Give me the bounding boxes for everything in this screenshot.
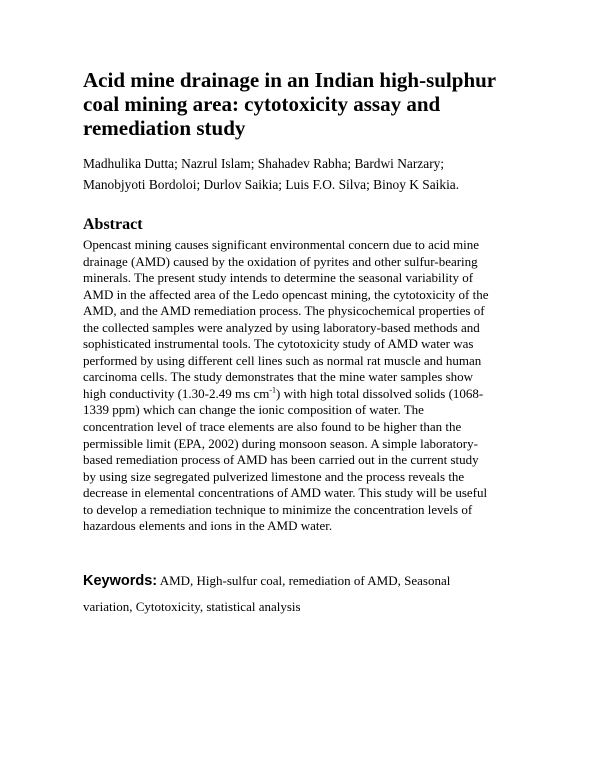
author-list <box>83 153 523 195</box>
abstract-text: 1 <box>83 402 90 418</box>
abstract-line: based remediation process of AMD has been carried out in the current study <box>83 452 479 468</box>
keywords-line: variation, Cytotoxicity, statistical analysis <box>83 599 301 614</box>
abstract-text: 339 ppm) which can change the ionic composition of water. The <box>89 402 424 418</box>
abstract-body <box>83 237 523 535</box>
paper-title: Acid mine drainage in an Indian high-sulphur coal mining area: cytotoxicity assay and remediation study <box>83 68 496 140</box>
author-line: Manobjyoti Bordoloi; Durlov Saikia; Luis F.O. Silva; Binoy K Saikia. <box>83 177 460 192</box>
abstract-line <box>83 402 523 419</box>
abstract-heading: Abstract <box>83 216 143 233</box>
abstract-line: minerals. The present study intends to determine the seasonal variability of <box>83 270 474 286</box>
keywords-label: Keywords: <box>83 573 158 589</box>
abstract-line: by using size segregated pulverized limestone and the process reveals the <box>83 468 465 484</box>
abstract-line: performed by using different cell lines such as normal rat muscle and human <box>83 352 482 368</box>
abstract-line: to develop a remediation technique to minimize the concentration levels of <box>83 501 473 517</box>
abstract-line: concentration level of trace elements are also found to be higher than the <box>83 419 462 435</box>
keywords-section <box>83 568 523 619</box>
abstract-line <box>83 386 523 403</box>
abstract-line: hazardous elements and ions in the AMD water. <box>83 518 333 534</box>
abstract-line: drainage (AMD) caused by the oxidation of pyrites and other sulfur-bearing <box>83 253 478 269</box>
abstract-line: permissible limit (EPA, 2002) during monsoon season. A simple laboratory- <box>83 435 478 451</box>
abstract-text: ) with high total dissolved solids (1068- <box>275 385 484 401</box>
abstract-text: high conductivity (1.30-2.49 ms cm <box>83 385 270 401</box>
abstract-line: carcinoma cells. The study demonstrates that the mine water samples show <box>83 369 474 385</box>
abstract-line: decrease in elemental concentrations of AMD water. This study will be useful <box>83 485 488 501</box>
abstract-line: Opencast mining causes significant environmental concern due to acid mine <box>83 237 480 252</box>
abstract-line: AMD, and the AMD remediation process. The physicochemical properties of <box>83 303 485 319</box>
abstract-line: the collected samples were analyzed by using laboratory-based methods and <box>83 319 480 335</box>
abstract-line: AMD in the affected area of the Ledo opencast mining, the cytotoxicity of the <box>83 286 489 302</box>
author-line: Madhulika Dutta; Nazrul Islam; Shahadev Rabha; Bardwi Narzary; <box>83 156 445 171</box>
abstract-line: sophisticated instrumental tools. The cytotoxicity study of AMD water was <box>83 336 474 352</box>
keywords-text: AMD, High-sulfur coal, remediation of AMD, Seasonal <box>159 573 451 588</box>
keywords-line <box>83 568 523 594</box>
unit-superscript: -1 <box>269 385 276 395</box>
